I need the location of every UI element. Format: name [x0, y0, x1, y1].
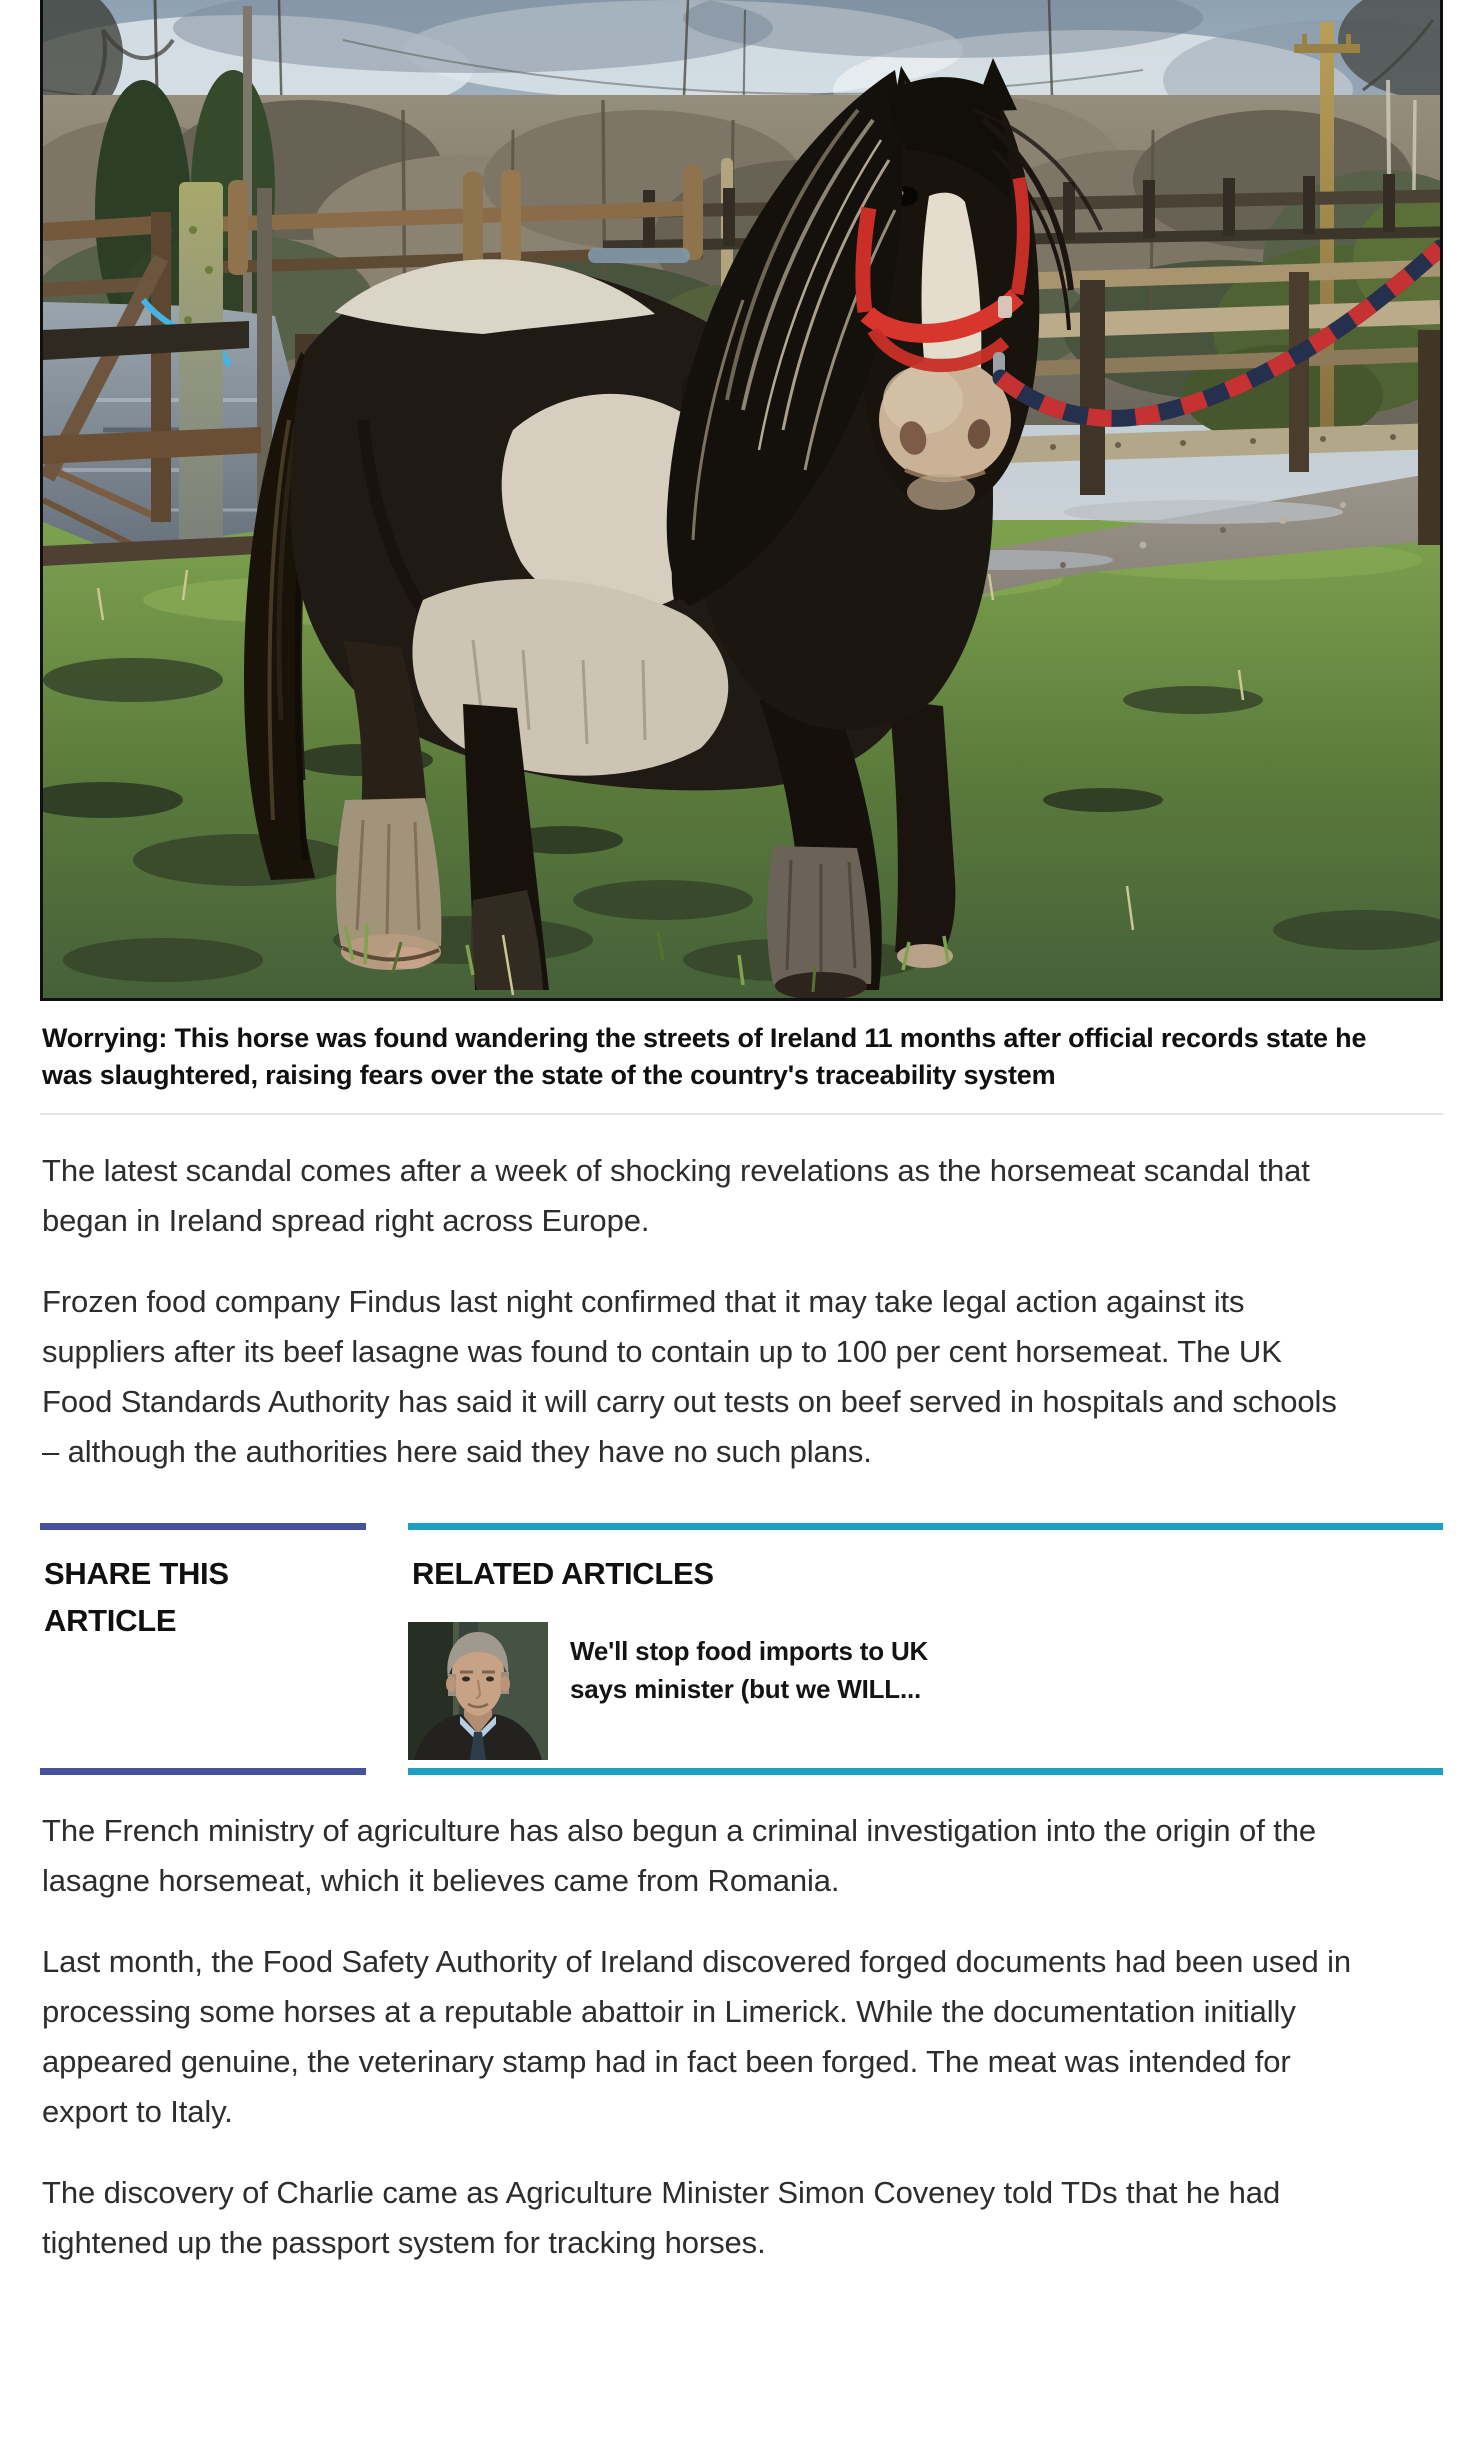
horse-photo-illustration [43, 0, 1440, 998]
share-heading: SHARE THIS ARTICLE [44, 1556, 229, 1638]
related-article-link[interactable] [408, 1622, 1443, 1760]
caption-divider [40, 1113, 1443, 1115]
related-article-title[interactable]: We'll stop food imports to UK says minister (but we WILL... [570, 1636, 929, 1704]
paragraph: Last month, the Food Safety Authority of Ireland discovered forged documents had been used in processing some horses at a reputable abattoir in Limerick. While the documentation initially appeared genuine, the veterinary stamp had in fact been forged. The meat was intended for export to Italy. [42, 1944, 1352, 2129]
related-articles-box [408, 1523, 1443, 1775]
paragraph: The latest scandal comes after a week of shocking revelations as the horsemeat scandal that began in Ireland spread right across Europe. [42, 1153, 1310, 1238]
article-photo [40, 0, 1443, 1001]
paragraph: The French ministry of agriculture has also begun a criminal investigation into the origin of the lasagne horsemeat, which it believes came from Romania. [42, 1813, 1317, 1898]
photo-caption: Worrying: This horse was found wandering the streets of Ireland 11 months after official records state he was slaughtered, raising fears over the state of the country's traceability system [42, 1023, 1367, 1090]
paragraph: Frozen food company Findus last night confirmed that it may take legal action against its suppliers after its beef lasagne was found to contain up to 100 per cent horsemeat. The UK Food Standards Authority has said it will carry out tests on beef served in hospitals and schools – although the authorities here said they have no such plans. [42, 1284, 1337, 1469]
minister-portrait [408, 1622, 548, 1760]
paragraph: The discovery of Charlie came as Agriculture Minister Simon Coveney told TDs that he had tightened up the passport system for tracking horses. [42, 2175, 1281, 2260]
share-related-row [40, 1523, 1443, 1775]
related-article-thumbnail [408, 1622, 548, 1760]
related-heading: RELATED ARTICLES [412, 1556, 714, 1591]
share-article-box [40, 1523, 366, 1775]
article-body [0, 1146, 1466, 2268]
